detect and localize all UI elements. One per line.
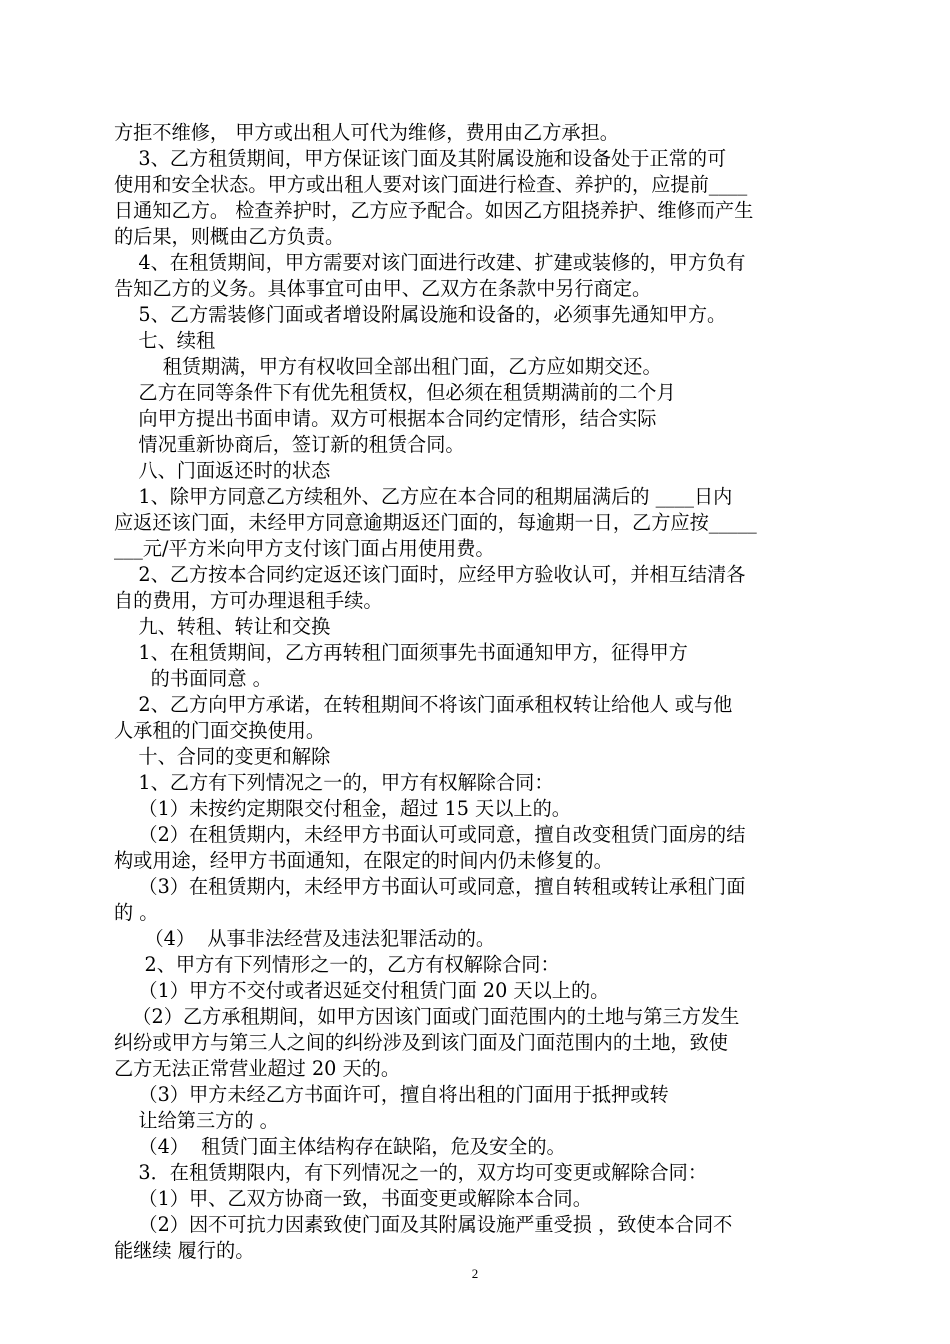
text-line: （2）乙方承租期间，如甲方因该门面或门面范围内的土地与第三方发生: [114, 1005, 740, 1028]
text-line: 1、除甲方同意乙方续租外、乙方应在本合同的租期届满后的 ____日内: [114, 485, 733, 508]
text-line: 乙方在同等条件下有优先租赁权，但必须在租赁期满前的二个月: [114, 381, 676, 404]
text-line: 让给第三方的 。: [114, 1109, 279, 1132]
text-line: 九、转租、转让和交换: [114, 615, 331, 638]
text-line: （3）甲方未经乙方书面许可，擅自将出租的门面用于抵押或转: [114, 1083, 669, 1106]
text-line: 2、甲方有下列情形之一的，乙方有权解除合同：: [114, 953, 560, 976]
text-line: （4） 租赁门面主体结构存在缺陷，危及安全的。: [114, 1135, 566, 1158]
text-line: 的后果，则概由乙方负责。: [114, 225, 345, 248]
text-line: 方拒不维修， 甲方或出租人可代为维修，费用由乙方承担。: [114, 121, 619, 144]
text-line: 2、乙方向甲方承诺，在转租期间不将该门面承租权转让给他人 或与他: [114, 693, 733, 716]
text-line: 的书面同意 。: [114, 667, 272, 690]
text-line: （1）甲、乙双方协商一致，书面变更或解除本合同。: [114, 1187, 592, 1210]
text-line: 1、乙方有下列情况之一的，甲方有权解除合同：: [114, 771, 554, 794]
text-line: 5、乙方需装修门面或者增设附属设施和设备的，必须事先通知甲方。: [114, 303, 727, 326]
text-line: 2、乙方按本合同约定返还该门面时，应经甲方验收认可，并相互结清各: [114, 563, 746, 586]
text-line: 告知乙方的义务。具体事宜可由甲、乙双方在条款中另行商定。: [114, 277, 652, 300]
text-line: 七、续租: [114, 329, 216, 352]
text-line: 使用和安全状态。甲方或出租人要对该门面进行检查、养护的，应提前____: [114, 173, 748, 196]
text-line: 3．在租赁期限内，有下列情况之一的，双方均可变更或解除合同：: [114, 1161, 708, 1184]
text-line: 应返还该门面，未经甲方同意逾期返还门面的，每逾期一日，乙方应按_____: [114, 511, 757, 534]
text-line: 十、合同的变更和解除: [114, 745, 331, 768]
text-line: 1、在租赁期间，乙方再转租门面须事先书面通知甲方，征得甲方: [114, 641, 688, 664]
text-line: 日通知乙方。 检查养护时，乙方应予配合。如因乙方阻挠养护、维修而产生: [114, 199, 754, 222]
text-line: 八、门面返还时的状态: [114, 459, 331, 482]
text-line: 人承租的门面交换使用。: [114, 719, 326, 742]
text-line: ___元/平方米向甲方支付该门面占用使用费。: [114, 537, 495, 560]
text-line: （1）甲方不交付或者迟延交付租赁门面 20 天以上的。: [114, 979, 610, 1002]
text-line: 纠纷或甲方与第三人之间的纠纷涉及到该门面及门面范围内的土地，致使: [114, 1031, 728, 1054]
text-line: 租赁期满，甲方有权收回全部出租门面，乙方应如期交还。: [114, 355, 662, 378]
text-line: （1）未按约定期限交付租金，超过 15 天以上的。: [114, 797, 571, 820]
text-line: 乙方无法正常营业超过 20 天的。: [114, 1057, 401, 1080]
text-line: 的 。: [114, 901, 159, 924]
text-line: 构或用途，经甲方书面通知，在限定的时间内仍未修复的。: [114, 849, 613, 872]
text-line: （3）在租赁期内，未经甲方书面认可或同意，擅自转租或转让承租门面: [114, 875, 746, 898]
text-line: 4、在租赁期间，甲方需要对该门面进行改建、扩建或装修的，甲方负有: [114, 251, 746, 274]
text-line: 向甲方提出书面申请。双方可根据本合同约定情形，结合实际: [114, 407, 657, 430]
text-line: 情况重新协商后，签订新的租赁合同。: [114, 433, 465, 456]
text-line: 能继续 履行的。: [114, 1239, 255, 1262]
text-line: （2）因不可抗力因素致使门面及其附属设施严重受损 ，致使本合同不: [114, 1213, 733, 1236]
text-line: 自的费用，方可办理退租手续。: [114, 589, 383, 612]
text-line: （2）在租赁期内，未经甲方书面认可或同意，擅自改变租赁门面房的结: [114, 823, 746, 846]
text-line: （4） 从事非法经营及违法犯罪活动的。: [114, 927, 496, 950]
text-line: 3、乙方租赁期间，甲方保证该门面及其附属设施和设备处于正常的可: [114, 147, 727, 170]
page-number: 2: [471, 1266, 479, 1281]
